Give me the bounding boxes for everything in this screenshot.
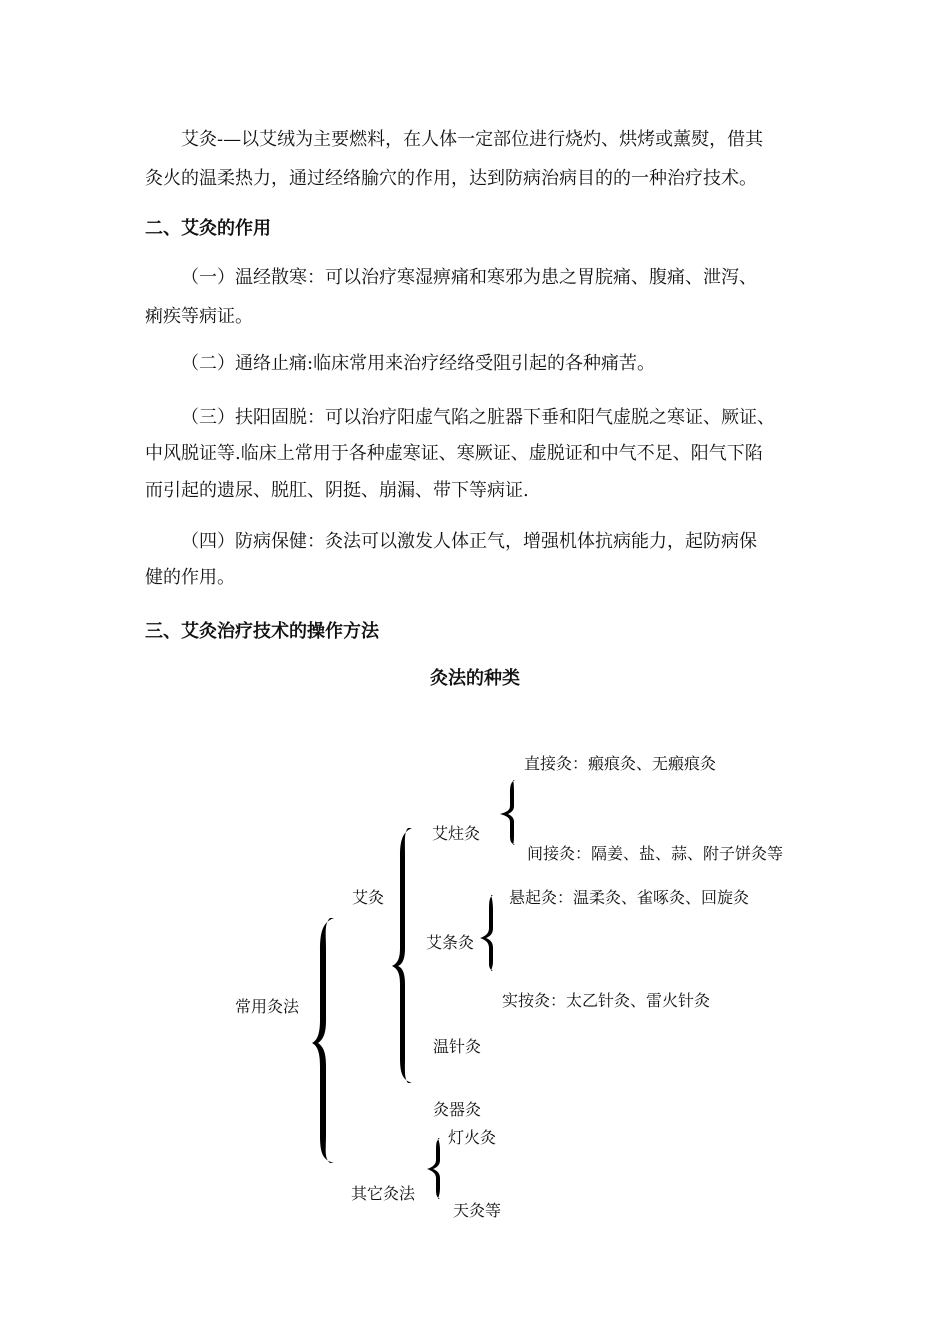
- node-tianjiu: 天灸等: [453, 1201, 502, 1220]
- node-aitiaojiu: 艾条灸: [426, 933, 475, 952]
- node-aizhujiu: 艾炷灸: [432, 824, 481, 843]
- node-wenzhenjiu: 温针灸: [433, 1037, 482, 1056]
- intro-line-2: 灸火的温柔热力，通过经络腧穴的作用，达到防病治病目的的一种治疗技术。: [145, 168, 757, 189]
- effect-2-line-1: （二）通络止痛:临床常用来治疗经络受阻引起的各种痛苦。: [181, 353, 656, 374]
- effect-4-line-1: （四）防病保健：灸法可以激发人体正气，增强机体抗病能力，起防病保: [181, 531, 757, 552]
- node-jianjiejiu: 间接灸：隔姜、盐、蒜、附子饼灸等: [527, 844, 784, 863]
- brace-aizhujiu: [500, 780, 515, 845]
- effect-3-line-3: 而引起的遗尿、脱肛、阴挺、崩漏、带下等病证.: [145, 480, 529, 501]
- node-root: 常用灸法: [235, 997, 300, 1016]
- node-xuanqijiu: 悬起灸：温柔灸、雀啄灸、回旋灸: [509, 888, 750, 907]
- intro-line-1: 艾灸-—以艾绒为主要燃料，在人体一定部位进行烧灼、烘烤或薰熨，借其: [181, 129, 764, 150]
- effect-1-line-2: 痢疾等病证。: [145, 306, 253, 327]
- node-other: 其它灸法: [351, 1184, 416, 1203]
- brace-other: [427, 1138, 440, 1199]
- brace-root: [312, 918, 334, 1163]
- effect-1-line-1: （一）温经散寒：可以治疗寒湿痹痛和寒邪为患之胃脘痛、腹痛、泄泻、: [181, 267, 757, 288]
- node-shianjiu: 实按灸：太乙针灸、雷火针灸: [502, 991, 711, 1010]
- node-denghuojiu: 灯火灸: [448, 1128, 497, 1147]
- effect-3-line-1: （三）扶阳固脱：可以治疗阳虚气陷之脏器下垂和阳气虚脱之寒证、厥证、: [181, 407, 775, 428]
- effect-3-line-2: 中风脱证等.临床上常用于各种虚寒证、寒厥证、虚脱证和中气不足、阳气下陷: [145, 443, 763, 464]
- brace-aitiaojiu: [480, 895, 493, 971]
- section-heading-3: 三、艾灸治疗技术的操作方法: [145, 621, 379, 642]
- brace-aijiu: [392, 828, 412, 1083]
- node-zhijiejiu: 直接灸：瘢痕灸、无瘢痕灸: [524, 754, 717, 773]
- section-heading-2: 二、艾灸的作用: [145, 218, 271, 239]
- diagram-title: 灸法的种类: [430, 668, 520, 689]
- node-jiuqijiu: 灸器灸: [433, 1100, 482, 1119]
- node-aijiu: 艾灸: [352, 888, 385, 907]
- effect-4-line-2: 健的作用。: [145, 567, 235, 588]
